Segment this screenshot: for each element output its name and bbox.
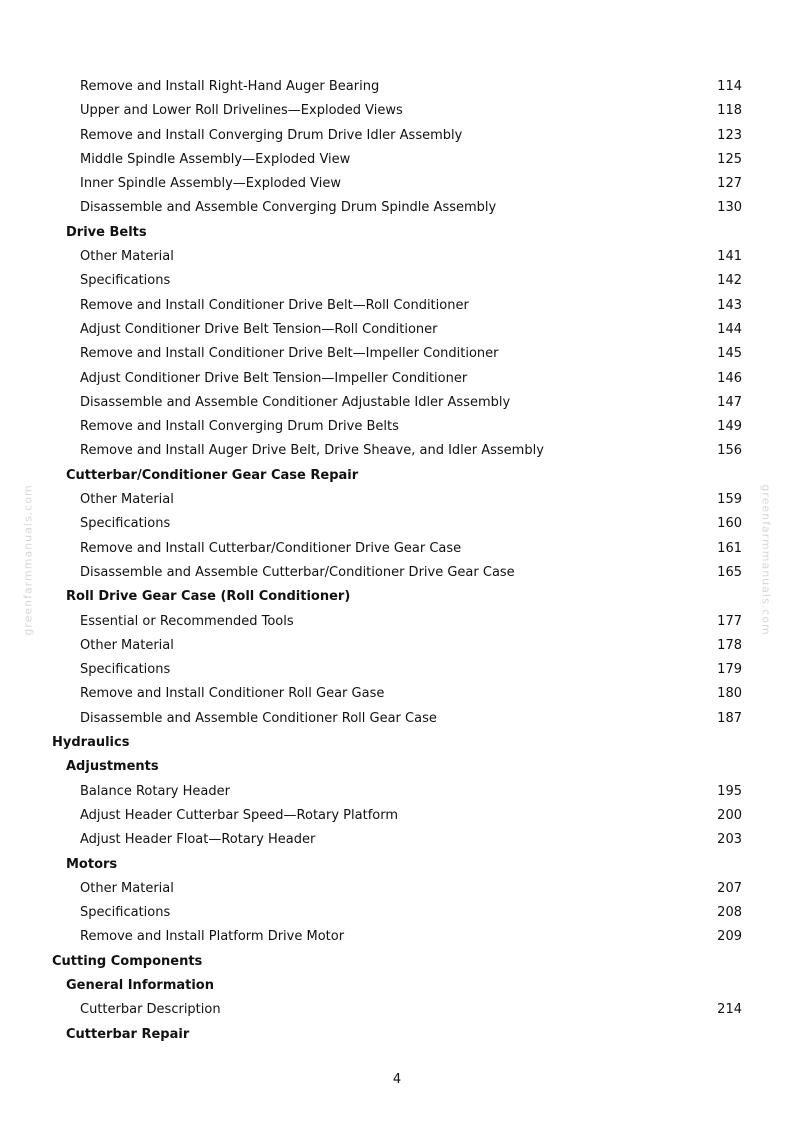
toc-entry-title: Specifications [80,516,171,532]
toc-entry[interactable] [0,391,794,415]
toc-entry-title: Remove and Install Platform Drive Motor [80,929,345,945]
toc-entry[interactable] [0,148,794,172]
toc-entry[interactable] [0,196,794,220]
toc-entry-page-number: 159 [717,492,742,508]
toc-subsection-heading[interactable] [0,1023,794,1047]
toc-entry-page-number: 114 [717,79,742,94]
toc-entry-title: Hydraulics [52,735,130,751]
toc-entry-title: Cutting Components [52,953,203,969]
toc-entry-page-number: 160 [717,516,742,532]
toc-entry-title: Remove and Install Right-Hand Auger Bearing [80,79,380,94]
toc-entry[interactable] [0,245,794,269]
toc-entry-title: Adjust Conditioner Drive Belt Tension—Impeller Conditioner [80,370,468,386]
toc-entry-title: Adjust Header Cutterbar Speed—Rotary Platform [80,807,398,823]
toc-entry-page-number: 156 [717,443,742,459]
toc-entry-title: Remove and Install Conditioner Roll Gear Gase [80,686,385,702]
toc-entry-title: General Information [66,977,214,993]
toc-subsection-heading[interactable] [0,585,794,609]
toc-entry[interactable] [0,780,794,804]
toc-entry-page-number: 214 [717,1002,742,1018]
toc-entry-title: Specifications [80,662,171,678]
watermark-right: greenfarmmanuals.com [759,484,773,636]
toc-entry-title: Cutterbar Repair [66,1026,190,1042]
toc-entry[interactable] [0,634,794,658]
toc-entry-title: Adjustments [66,759,159,775]
toc-entry[interactable] [0,318,794,342]
toc-entry-page-number: 142 [717,273,742,289]
toc-entry[interactable] [0,75,794,99]
toc-entry-page-number: 125 [717,151,742,167]
toc-subsection-heading[interactable] [0,853,794,877]
toc-section-heading[interactable] [0,731,794,755]
toc-entry[interactable] [0,901,794,925]
toc-entry-page-number: 161 [717,540,742,556]
toc-entry[interactable] [0,172,794,196]
toc-entry-page-number: 200 [717,807,742,823]
toc-entry-title: Inner Spindle Assembly—Exploded View [80,176,342,192]
toc-entry-title: Other Material [80,492,174,508]
toc-entry-page-number: 195 [717,783,742,799]
toc-entry-title: Other Material [80,637,174,653]
toc-entry-page-number: 177 [717,613,742,629]
toc-entry-title: Remove and Install Converging Drum Drive Idler Assembly [80,127,463,143]
toc-entry-title: Remove and Install Converging Drum Drive Belts [80,419,399,435]
toc-entry-page-number: 165 [717,564,742,580]
toc-entry[interactable] [0,561,794,585]
toc-entry-title: Remove and Install Conditioner Drive Belt—Roll Conditioner [80,297,469,313]
toc-entry-title: Essential or Recommended Tools [80,613,294,629]
toc-entry[interactable] [0,828,794,852]
toc-entry-title: Cutterbar Description [80,1002,221,1018]
toc-entry-page-number: 123 [717,127,742,143]
toc-entry-page-number: 178 [717,637,742,653]
toc-entry[interactable] [0,342,794,366]
toc-entry-title: Remove and Install Conditioner Drive Belt—Impeller Conditioner [80,346,499,362]
toc-entry-title: Balance Rotary Header [80,783,230,799]
toc-entry[interactable] [0,415,794,439]
toc-entry[interactable] [0,998,794,1022]
toc-entry-title: Adjust Conditioner Drive Belt Tension—Roll Conditioner [80,321,438,337]
toc-entry-title: Disassemble and Assemble Conditioner Roll Gear Case [80,710,437,726]
toc-entry[interactable] [0,124,794,148]
toc-entry-title: Disassemble and Assemble Cutterbar/Conditioner Drive Gear Case [80,564,515,580]
toc-entry[interactable] [0,682,794,706]
toc-entry-title: Motors [66,856,118,872]
toc-entry-page-number: 209 [717,929,742,945]
toc-entry-page-number: 180 [717,686,742,702]
page-number: 4 [392,1072,402,1087]
toc-entry[interactable] [0,658,794,682]
toc-subsection-heading[interactable] [0,974,794,998]
toc-entry-title: Remove and Install Auger Drive Belt, Drive Sheave, and Idler Assembly [80,443,544,459]
toc-entry-page-number: 118 [717,103,742,119]
toc-entry-page-number: 141 [717,249,742,265]
toc-entry-title: Remove and Install Cutterbar/Conditioner Drive Gear Case [80,540,462,556]
table-of-contents [0,75,794,1047]
toc-entry-title: Upper and Lower Roll Drivelines—Exploded Views [80,103,403,119]
toc-entry-page-number: 207 [717,880,742,896]
toc-entry-page-number: 208 [717,905,742,921]
toc-entry-title: Disassemble and Assemble Converging Drum Spindle Assembly [80,200,497,216]
toc-entry-title: Middle Spindle Assembly—Exploded View [80,151,351,167]
toc-entry[interactable] [0,99,794,123]
toc-entry-title: Roll Drive Gear Case (Roll Conditioner) [66,589,351,605]
toc-entry[interactable] [0,488,794,512]
toc-entry[interactable] [0,877,794,901]
toc-section-heading[interactable] [0,950,794,974]
toc-entry-title: Specifications [80,273,171,289]
toc-entry[interactable] [0,707,794,731]
toc-entry-page-number: 146 [717,370,742,386]
toc-entry-page-number: 145 [717,346,742,362]
watermark-left: greenfarmmanuals.com [21,484,35,636]
toc-subsection-heading[interactable] [0,221,794,245]
toc-entry-page-number: 143 [717,297,742,313]
toc-entry-title: Disassemble and Assemble Conditioner Adjustable Idler Assembly [80,394,511,410]
toc-subsection-heading[interactable] [0,464,794,488]
toc-entry[interactable] [0,537,794,561]
toc-entry-title: Drive Belts [66,224,147,240]
toc-entry-title: Adjust Header Float—Rotary Header [80,832,316,848]
toc-entry[interactable] [0,367,794,391]
toc-entry-title: Other Material [80,249,174,265]
toc-entry-page-number: 144 [717,321,742,337]
toc-entry-title: Cutterbar/Conditioner Gear Case Repair [66,467,359,483]
toc-subsection-heading[interactable] [0,755,794,779]
toc-entry-title: Specifications [80,905,171,921]
toc-entry-page-number: 147 [717,394,742,410]
toc-entry[interactable] [0,439,794,463]
toc-entry[interactable] [0,925,794,949]
toc-entry-title: Other Material [80,880,174,896]
toc-entry-page-number: 203 [717,832,742,848]
toc-entry[interactable] [0,294,794,318]
toc-entry-page-number: 127 [717,176,742,192]
toc-entry-page-number: 179 [717,662,742,678]
toc-entry[interactable] [0,804,794,828]
toc-entry[interactable] [0,269,794,293]
toc-entry[interactable] [0,512,794,536]
toc-entry[interactable] [0,610,794,634]
toc-entry-page-number: 130 [717,200,742,216]
toc-entry-page-number: 187 [717,710,742,726]
toc-entry-page-number: 149 [717,419,742,435]
